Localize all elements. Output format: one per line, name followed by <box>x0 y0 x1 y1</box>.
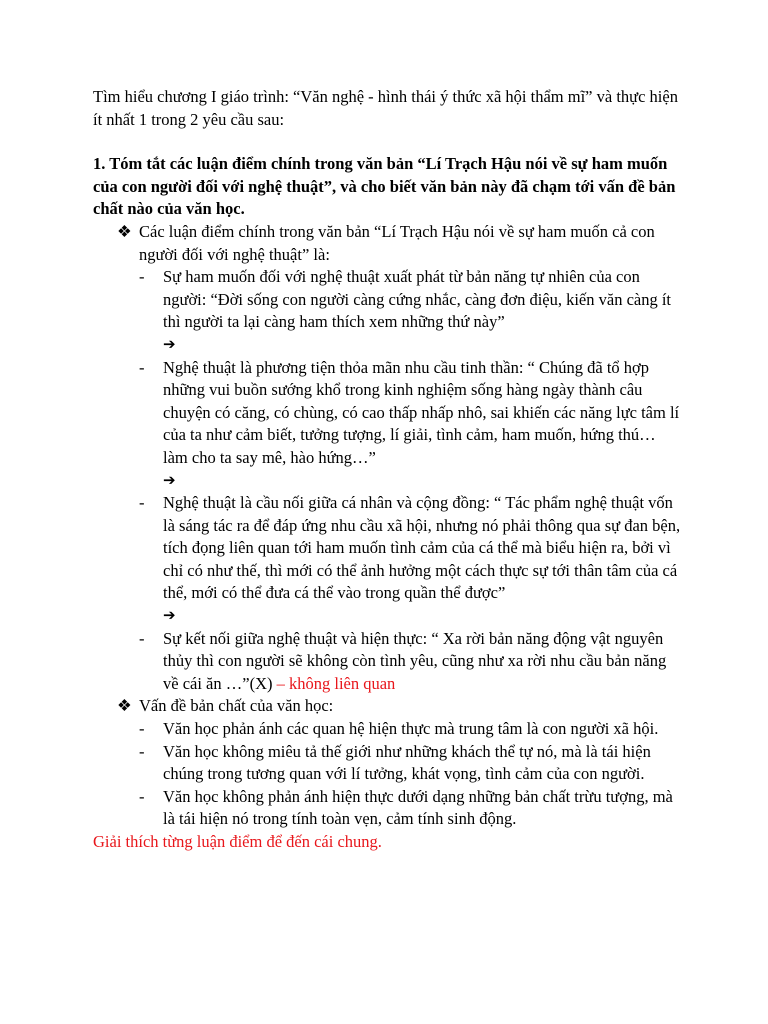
list-item <box>93 786 683 831</box>
right-arrow-icon: ➔ <box>163 608 176 625</box>
list-item-text: Văn học không miêu tả thế giới như những khách thể tự nó, mà là tái hiện chúng trong tương quan với lí tưởng, khát vọng, tình cảm của con người. <box>163 741 651 784</box>
section-heading: 1. Tóm tắt các luận điểm chính trong văn bản “Lí Trạch Hậu nói về sự ham muốn của con người đối với nghệ thuật”, và cho biết văn bản này đã chạm tới vấn đề bản chất nào của văn học. <box>93 154 676 219</box>
list-item <box>93 718 683 741</box>
dash-marker: - <box>139 741 145 761</box>
teacher-note: – không liên quan <box>276 673 396 693</box>
list-item-text: Nghệ thuật là phương tiện thỏa mãn nhu cầu tinh thần: “ Chúng đã tổ hợp những vui buồn sướng khổ trong kinh nghiệm sống hàng ngày thành câu chuyện có căng, có chùng, có cao thấp nhấp nhô, sai khiến các năng lực tâm lí của ta như cảm biết, tưởng tượng, lí giải, tình cảm, ham muốn, hứng thú… làm cho ta say mê, hào hứng…” <box>163 357 680 467</box>
right-arrow-icon: ➔ <box>163 472 176 489</box>
list-item <box>93 492 683 605</box>
intro-paragraph: Tìm hiểu chương I giáo trình: “Văn nghệ - hình thái ý thức xã hội thẩm mĩ” và thực hiện ít nhất 1 trong 2 yêu cầu sau: <box>93 87 678 129</box>
bullet-item <box>93 695 683 718</box>
bullet-text: Vấn đề bản chất của văn học: <box>139 696 334 716</box>
dash-marker: - <box>139 267 145 287</box>
dash-marker: - <box>139 628 145 648</box>
list-item <box>93 628 683 696</box>
diamond-bullet-icon: ❖ <box>117 696 132 716</box>
right-arrow-icon: ➔ <box>163 336 176 353</box>
dash-marker: - <box>139 357 145 377</box>
dash-marker: - <box>139 719 145 739</box>
list-item-text: Văn học không phản ánh hiện thực dưới dạng những bản chất trừu tượng, mà là tái hiện nó trong tính toàn vẹn, cảm tính sinh động. <box>163 786 673 829</box>
list-item <box>93 357 683 470</box>
bullet-text: Các luận điểm chính trong văn bản “Lí Trạch Hậu nói về sự ham muốn cả con người đối với nghệ thuật” là: <box>139 221 655 264</box>
closing-note: Giải thích từng luận điểm để đến cái chung. <box>93 832 382 851</box>
dash-marker: - <box>139 786 145 806</box>
list-item <box>93 266 683 334</box>
dash-marker: - <box>139 493 145 513</box>
list-item-text: Văn học phản ánh các quan hệ hiện thực mà trung tâm là con người xã hội. <box>163 719 659 739</box>
list-item-text: Nghệ thuật là cầu nối giữa cá nhân và cộng đồng: “ Tác phẩm nghệ thuật vốn là sáng tác ra để đáp ứng nhu cầu xã hội, nhưng nó phải thông qua sự đan bện, tích đọng liên quan tới ham muốn tình cảm của cá thể mà biểu hiện ra, bởi vì chỉ có như thế, thì mới có thể ảnh hưởng một cách thực sự tới thân tâm của cá thể, mới có thể đưa cá thể vào trong quần thể được” <box>163 493 681 603</box>
list-item-text: Sự ham muốn đối với nghệ thuật xuất phát từ bản năng tự nhiên của con người: “Đời sống con người càng cứng nhắc, càng đơn điệu, kiến văn càng ít thì người ta lại càng ham thích xem những thứ này” <box>163 267 672 332</box>
list-item-text: Sự kết nối giữa nghệ thuật và hiện thực: “ Xa rời bản năng động vật nguyên thủy thì con người sẽ không còn tình yêu, cũng như xa rời nhu cầu bản năng về cái ăn …”(X) <box>163 628 667 693</box>
diamond-bullet-icon: ❖ <box>117 221 132 241</box>
list-item <box>93 741 683 786</box>
bullet-item <box>93 221 683 266</box>
document-body <box>93 86 683 854</box>
